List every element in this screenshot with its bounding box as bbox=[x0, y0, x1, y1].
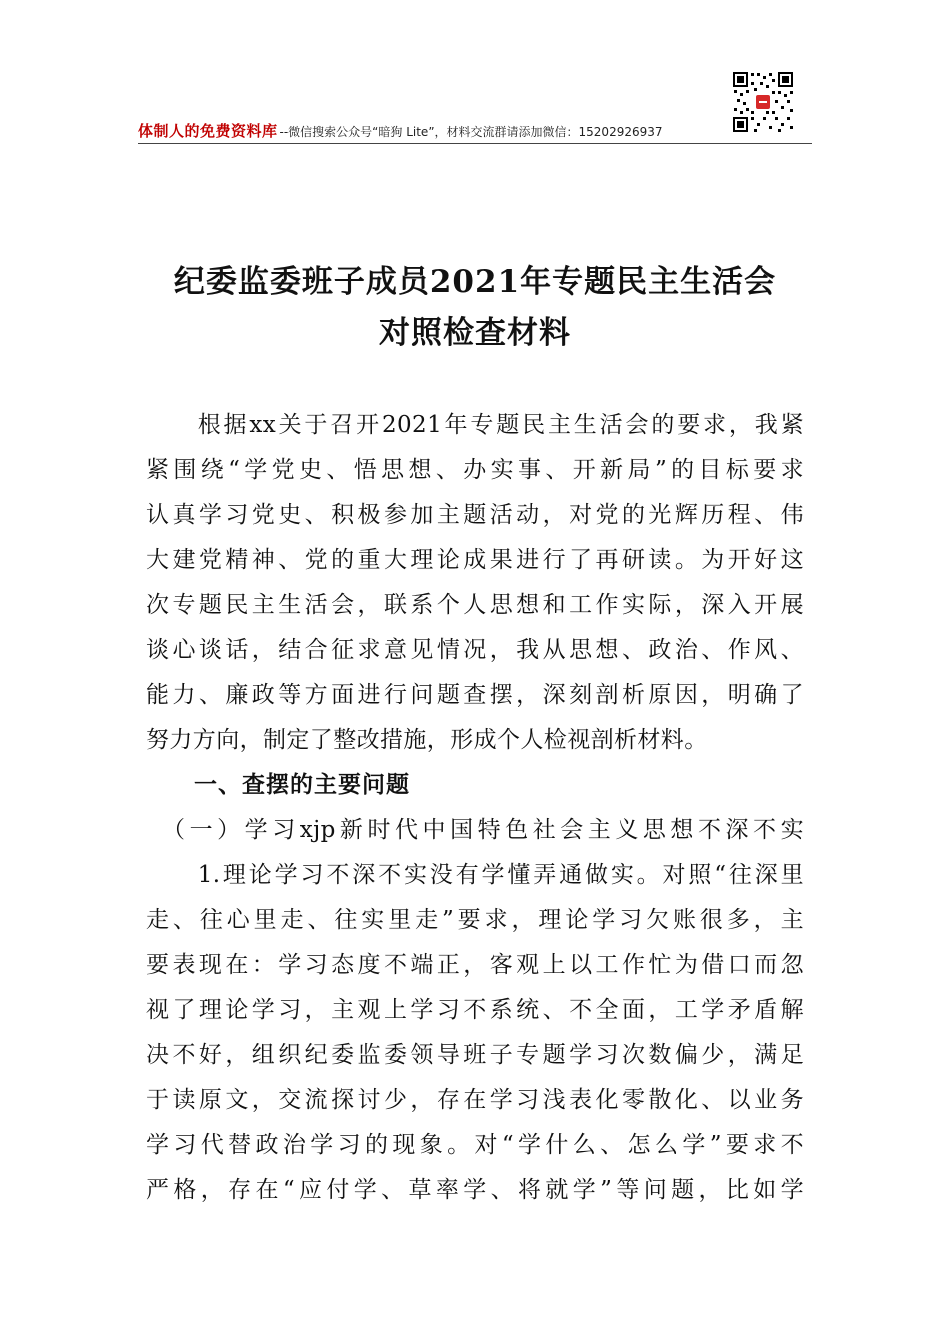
body-line: 学习代替政治学习的现象。对“学什么、怎么学”要求不 bbox=[146, 1132, 804, 1158]
body-line: 能力、廉政等方面进行问题查摆，深刻剖析原因，明确了 bbox=[146, 682, 804, 708]
document-title-line-1: 纪委监委班子成员2021年专题民主生活会 bbox=[173, 264, 777, 300]
body-line: 谈心谈话，结合征求意见情况，我从思想、政治、作风、 bbox=[146, 637, 804, 663]
section-heading: 一、查摆的主要问题 bbox=[146, 772, 410, 798]
body-line: 紧围绕“学党史、悟思想、办实事、开新局”的目标要求 bbox=[146, 457, 804, 483]
body-line: 严格，存在“应付学、草率学、将就学”等问题，比如学 bbox=[146, 1177, 804, 1203]
brand-name: 体制人的免费资料库 bbox=[138, 122, 278, 140]
qr-code-icon bbox=[732, 71, 794, 133]
header-divider bbox=[138, 143, 812, 144]
body-line: 于读原文，交流探讨少，存在学习浅表化零散化、以业务 bbox=[146, 1087, 804, 1113]
body-line: 次专题民主生活会，联系个人思想和工作实际，深入开展 bbox=[146, 592, 804, 618]
subsection-heading: （一）学习xjp新时代中国特色社会主义思想不深不实 bbox=[146, 817, 804, 843]
body-line: 要表现在：学习态度不端正，客观上以工作忙为借口而忽 bbox=[146, 952, 804, 978]
document-title-line-2: 对照检查材料 bbox=[379, 315, 571, 351]
body-line: 决不好，组织纪委监委领导班子专题学习次数偏少，满足 bbox=[146, 1042, 804, 1068]
document-body bbox=[146, 403, 804, 1213]
body-line: 认真学习党史、积极参加主题活动，对党的光辉历程、伟 bbox=[146, 502, 804, 528]
body-line: 努力方向，制定了整改措施，形成个人检视剖析材料。 bbox=[146, 727, 708, 753]
body-line: 1.理论学习不深不实没有学懂弄通做实。对照“往深里 bbox=[146, 862, 804, 888]
header-slogan: --微信搜索公众号“暗狗 Lite”，材料交流群请添加微信：15202926937 bbox=[279, 125, 663, 139]
body-line: 根据xx关于召开2021年专题民主生活会的要求，我紧 bbox=[146, 412, 804, 438]
body-line: 大建党精神、党的重大理论成果进行了再研读。为开好这 bbox=[146, 547, 804, 573]
body-line: 走、往心里走、往实里走”要求，理论学习欠账很多，主 bbox=[146, 907, 804, 933]
body-line: 视了理论学习，主观上学习不系统、不全面，工学矛盾解 bbox=[146, 997, 804, 1023]
